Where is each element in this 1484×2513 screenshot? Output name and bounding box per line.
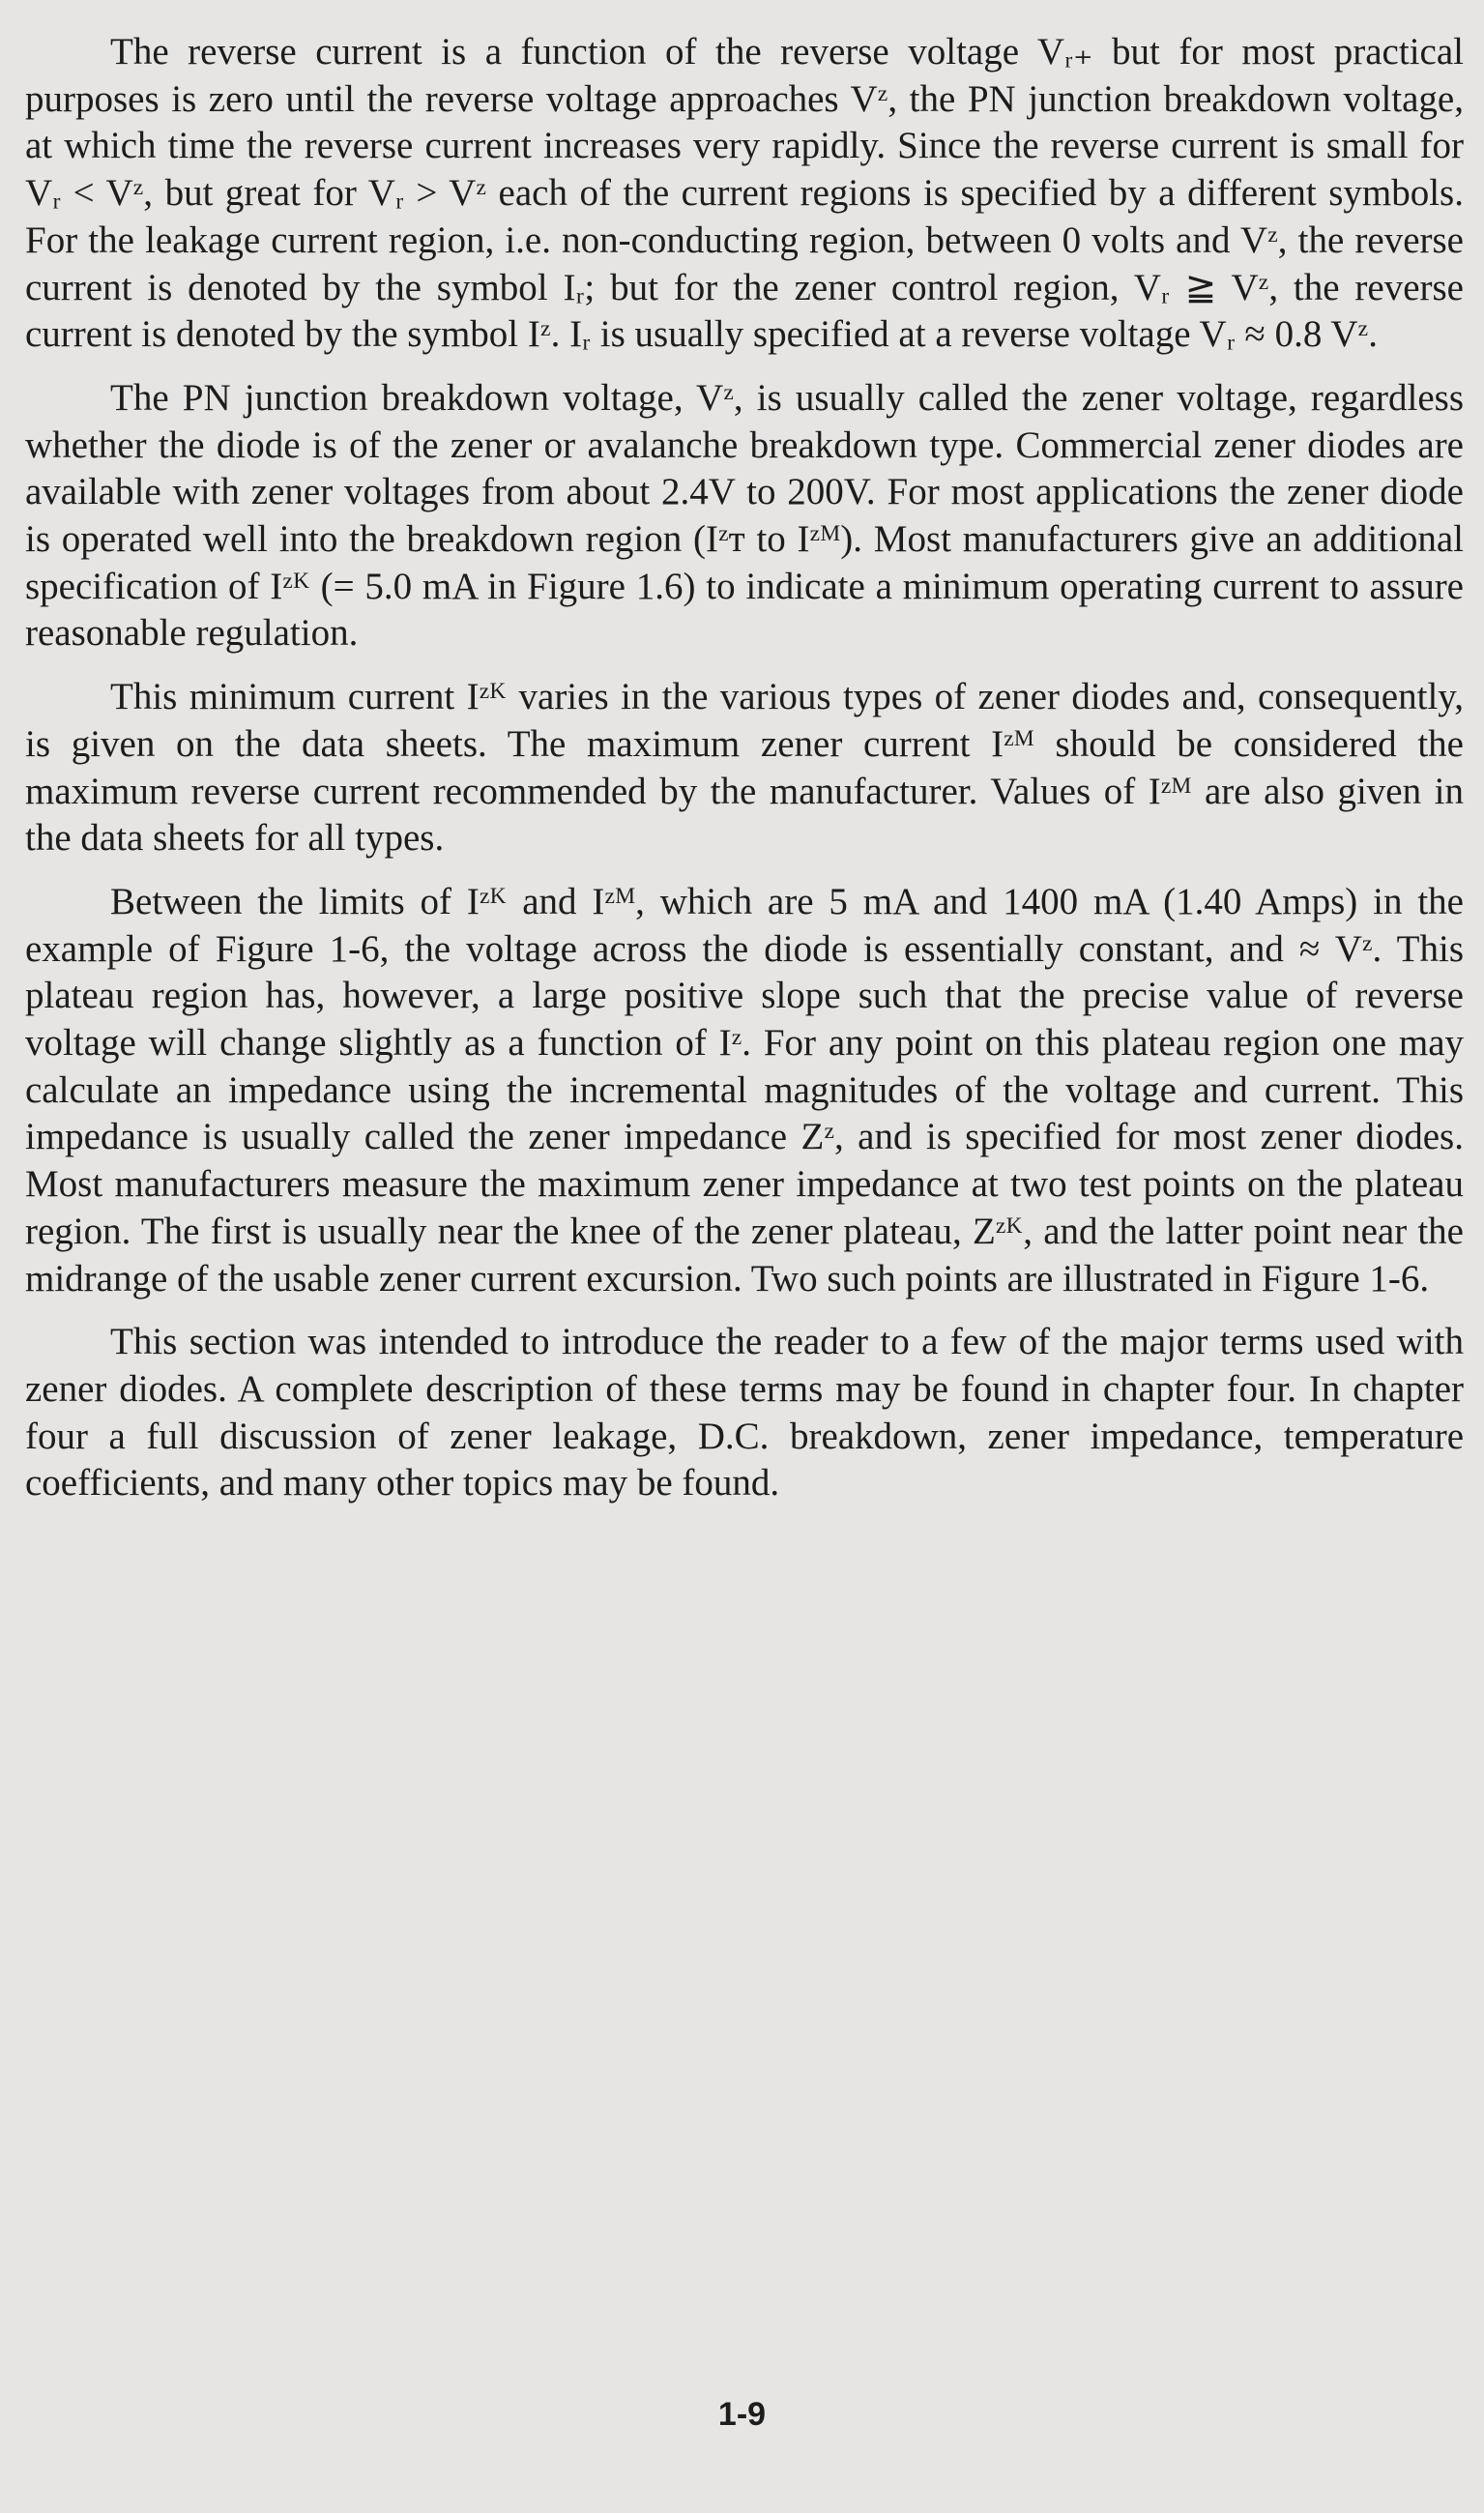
body-text — [25, 29, 1464, 1524]
page-number: 1-9 — [717, 2396, 767, 2433]
paragraph-breakdown-voltage: The PN junction breakdown voltage, Vᶻ, is usually called the zener voltage, regardless whether the diode is of the zener or avalanche breakdown type. Commercial zener diodes are available with zener voltages from about 2.4V to 200V. For most applications the zener diode is operated well into the breakdown region (Iᶻᴛ to Iᶻᴹ). Most manufacturers give an additional specification of Iᶻᴷ (= 5.0 mA in Figure 1.6) to indicate a minimum operating current to assure reasonable regulation. — [25, 376, 1464, 655]
paragraph-plateau-region: Between the limits of Iᶻᴷ and Iᶻᴹ, which are 5 mA and 1400 mA (1.40 Amps) in the example of Figure 1-6, the voltage across the diode is essentially constant, and ≈ Vᶻ. This plateau region has, however, a large positive slope such that the precise value of reverse voltage will change slightly as a function of Iᶻ. For any point on this plateau region one may calculate an impedance using the incremental magnitudes of the voltage and current. This impedance is usually called the zener impedance Zᶻ, and is specified for most zener diodes. Most manufacturers measure the maximum zener impedance at two test points on the plateau region. The first is usually near the knee of the zener plateau, Zᶻᴷ, and the latter point near the midrange of the usable zener current excursion. Two such points are illustrated in Figure 1-6. — [25, 880, 1464, 1300]
paragraph-minimum-current: This minimum current Iᶻᴷ varies in the various types of zener diodes and, consequently, is given on the data sheets. The maximum zener current Iᶻᴹ should be considered the maximum reverse current recommended by the manufacturer. Values of Iᶻᴹ are also given in the data sheets for all types. — [25, 676, 1464, 860]
paragraph-section-summary: This section was intended to introduce the reader to a few of the major terms used with zener diodes. A complete description of these terms may be found in chapter four. In chapter four a full discussion of zener leakage, D.C. breakdown, zener impedance, temperature coefficients, and many other topics may be found. — [25, 1321, 1464, 1505]
paragraph-reverse-current: The reverse current is a function of the reverse voltage Vᵣ₊ but for most practical purposes is zero until the reverse voltage approaches Vᶻ, the PN junction breakdown voltage, at which time the reverse current increases very rapidly. Since the reverse current is small for Vᵣ < Vᶻ, but great for Vᵣ > Vᶻ each of the current regions is specified by a different symbols. For the leakage current region, i.e. non-conducting region, between 0 volts and Vᶻ, the reverse current is denoted by the symbol Iᵣ; but for the zener control region, Vᵣ ≧ Vᶻ, the reverse current is denoted by the symbol Iᶻ. Iᵣ is usually specified at a reverse voltage Vᵣ ≈ 0.8 Vᶻ. — [25, 31, 1464, 356]
